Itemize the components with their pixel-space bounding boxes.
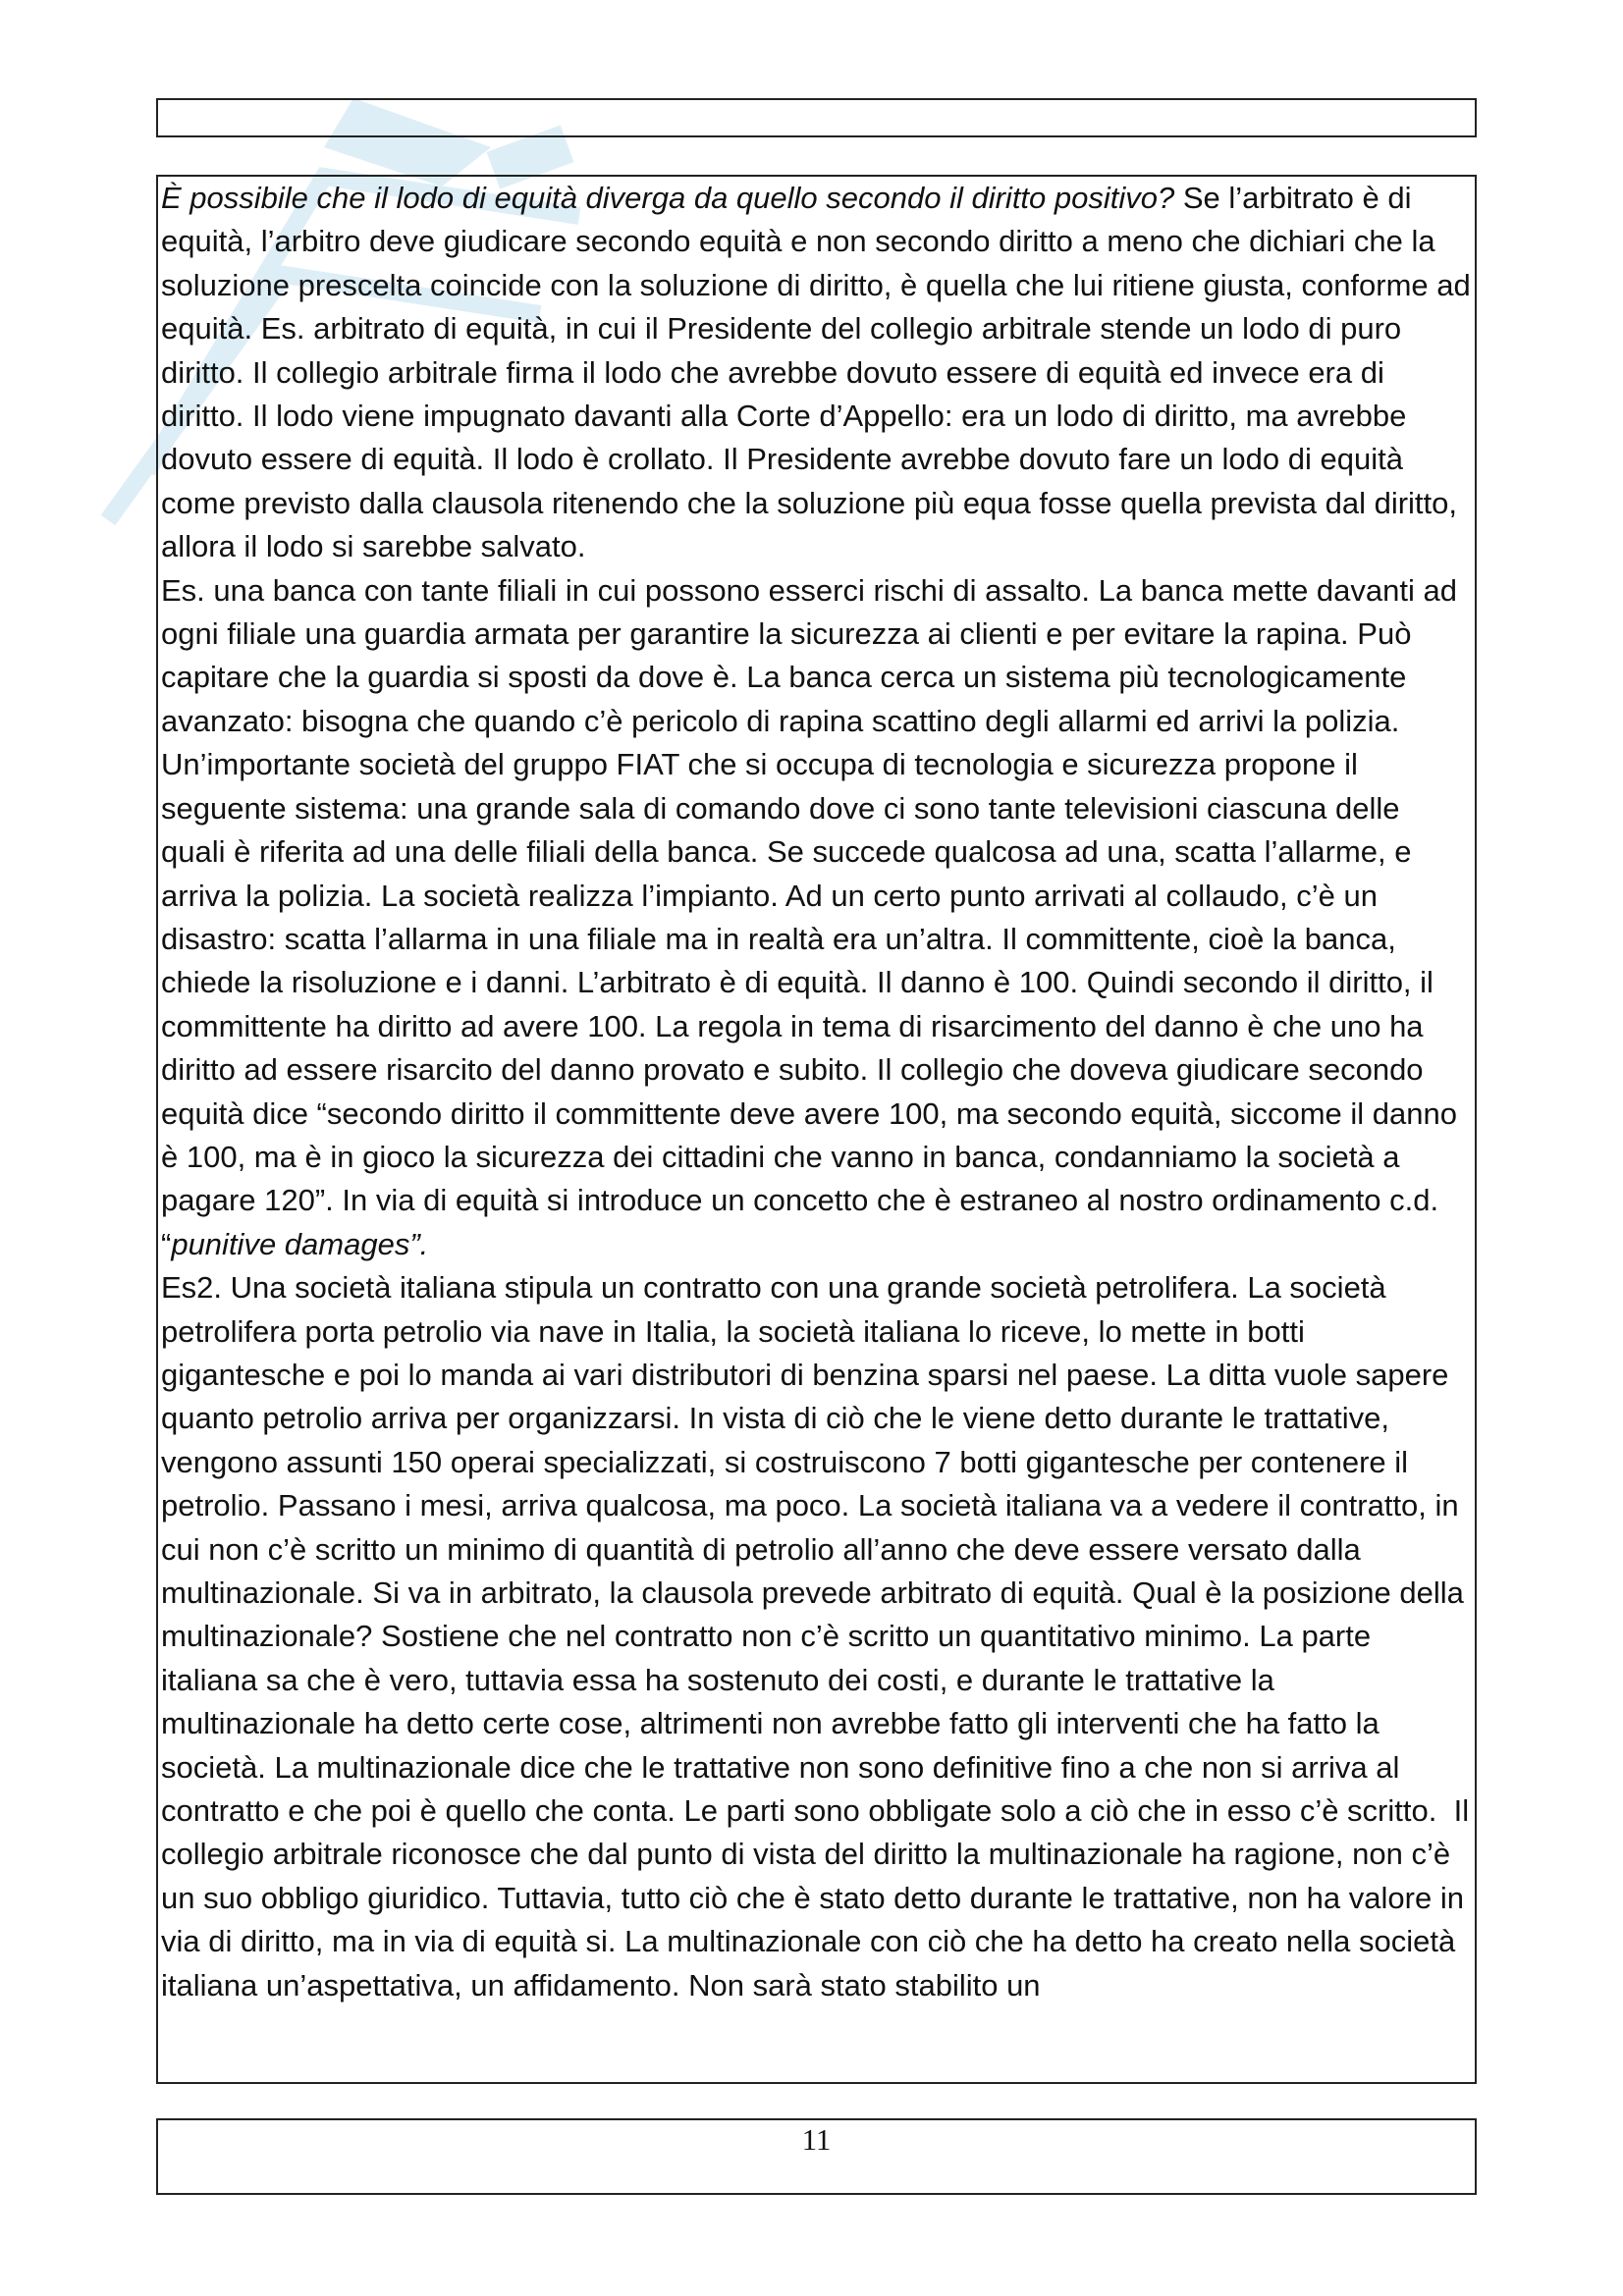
page-body	[156, 175, 1480, 2084]
paragraph-3	[161, 1266, 1478, 2007]
page-header-box	[156, 98, 1477, 137]
paragraph-1-text: Se l’arbitrato è di equità, l’arbitro deve giudicare secondo equità e non secondo diritto a meno che dichiari che la soluzione prescelta coincide con la soluzione di diritto, è quella che lui ritiene giusta, conforme ad equità. Es. arbitrato di equità, in cui il Presidente del collegio arbitrale stende un lodo di puro diritto. Il collegio arbitrale firma il lodo che avrebbe dovuto essere di equità ed invece era di diritto. Il lodo viene impugnato davanti alla Corte d’Appello: era un lodo di diritto, ma avrebbe dovuto essere di equità. Il lodo è crollato. Il Presidente avrebbe dovuto fare un lodo di equità come previsto dalla clausola ritenendo che la soluzione più equa fosse quella prevista dal diritto, allora il lodo si sarebbe salvato.	[161, 181, 1480, 564]
page-footer-box	[156, 2118, 1477, 2195]
paragraph-2-italic-term: punitive damages”.	[171, 1226, 429, 1261]
paragraph-2-text: Es. una banca con tante filiali in cui possono esserci rischi di assalto. La banca mette davanti ad ogni filiale una guardia armata per garantire la sicurezza ai clienti e per evitare la rapina. Può capitare che la guardia si sposti da dove è. La banca cerca un sistema più tecnologicamente avanzato: bisogna che quando c’è pericolo di rapina scattino degli allarmi ed arrivi la polizia. Un’importante società del gruppo FIAT che si occupa di tecnologia e sicurezza propone il seguente sistema: una grande sala di comando dove ci sono tante televisioni ciascuna delle quali è riferita ad una delle filiali della banca. Se succede qualcosa ad una, scatta l’allarme, e arriva la polizia. La società realizza l’impianto. Ad un certo punto arrivati al collaudo, c’è un disastro: scatta l’allarma in una filiale ma in realtà era un’altra. Il committente, cioè la banca, chiede la risoluzione e i danni. L’arbitrato è di equità. Il danno è 100. Quindi secondo il diritto, il committente ha diritto ad avere 100. La regola in tema di risarcimento del danno è che uno ha diritto ad essere risarcito del danno provato e subito. Il collegio che doveva giudicare secondo equità dice “secondo diritto il committente deve avere 100, ma secondo equità, siccome il danno è 100, ma è in gioco la sicurezza dei cittadini che vanno in banca, condanniamo la società a pagare 120”. In via di equità si introduce un concetto che è estraneo al nostro ordinamento c.d. “	[161, 572, 1466, 1261]
paragraph-1-question: È possibile che il lodo di equità diverga da quello secondo il diritto positivo?	[161, 181, 1175, 215]
paragraph-1	[161, 177, 1480, 569]
paragraph-2	[161, 569, 1471, 1267]
paragraph-3-text: Es2. Una società italiana stipula un contratto con una grande società petrolifera. La società petrolifera porta petrolio via nave in Italia, la società italiana lo riceve, lo mette in botti gigantesche e poi lo manda ai vari distributori di benzina sparsi nel paese. La ditta vuole sapere quanto petrolio arriva per organizzarsi. In vista di ciò che le viene detto durante le trattative, vengono assunti 150 operai specializzati, si costruiscono 7 botti gigantesche per contenere il petrolio. Passano i mesi, arriva qualcosa, ma poco. La società italiana va a vedere il contratto, in cui non c’è scritto un minimo di quantità di petrolio all’anno che deve essere versato dalla multinazionale. Si va in arbitrato, la clausola prevede arbitrato di equità. Qual è la posizione della multinazionale? Sostiene che nel contratto non c’è scritto un quantitativo minimo. La parte italiana sa che è vero, tuttavia essa ha sostenuto dei costi, e durante le trattative la multinazionale ha detto certe cose, altrimenti non avrebbe fatto gli interventi che ha fatto la società. La multinazionale dice che le trattative non sono definitive fino a che non si arriva al contratto e che poi è quello che conta. Le parti sono obbligate solo a ciò che in esso c’è scritto. Il collegio arbitrale riconosce che dal punto di vista del diritto la multinazionale ha ragione, non c’è un suo obbligo giuridico. Tuttavia, tutto ciò che è stato detto durante le trattative, non ha valore in via di diritto, ma in via di equità si. La multinazionale con ciò che ha detto ha creato nella società italiana un’aspettativa, un affidamento. Non sarà stato stabilito un	[161, 1270, 1478, 2002]
page-number: 11	[801, 2122, 832, 2157]
